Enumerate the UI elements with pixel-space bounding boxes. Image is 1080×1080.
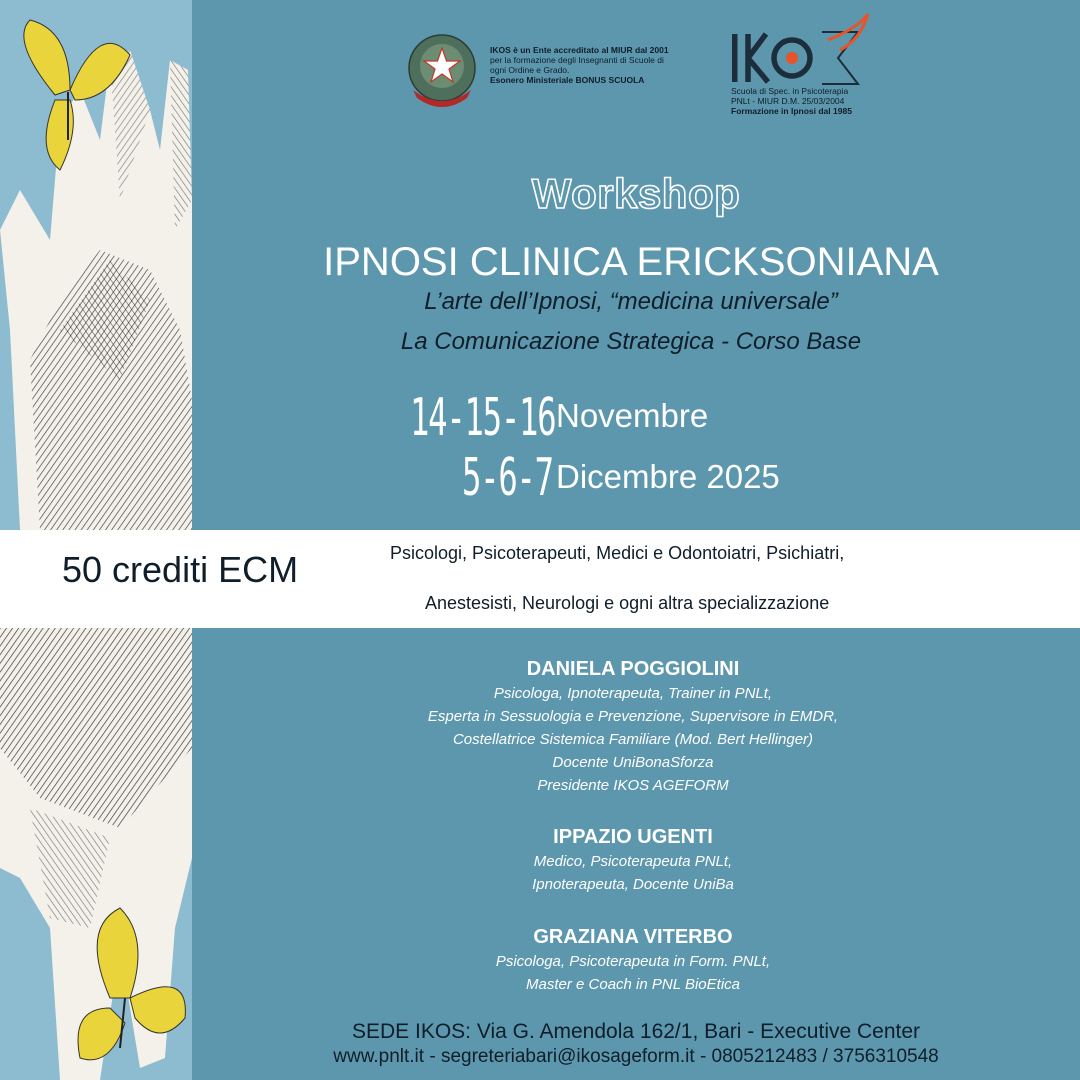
event-subtitle-course: La Comunicazione Strategica - Corso Base [400,328,862,355]
speaker-card [0,824,1080,896]
speaker-name: DANIELA POGGIOLINI [526,658,740,680]
event-subtitle: L’arte dell’Ipnosi, “medicina universale” [424,288,838,315]
italian-republic-emblem-icon [405,32,479,108]
venue-address: SEDE IKOS: Via G. Amendola 162/1, Bari - Executive Center [351,1020,921,1043]
speaker-role: Costellatrice Sistemica Familiare (Mod. Bert Hellinger) [452,731,814,748]
accreditation-note [490,45,700,85]
speaker-card [0,656,1080,797]
speaker-card [0,924,1080,996]
date-month-december: Dicembre 2025 [556,458,780,495]
audience-line: Psicologi, Psicoterapeuti, Medici e Odontoiatri, Psichiatri, [390,543,845,563]
accreditation-line: IKOS è un Ente accreditato al MIUR dal 2001 [490,45,669,55]
speaker-role: Ipnoterapeuta, Docente UniBa [532,876,734,893]
event-type-heading: Workshop [531,170,741,217]
accreditation-line: ogni Ordine e Grado. [490,65,570,75]
accreditation-line: per la formazione degli Insegnanti di Scuole di [490,55,664,65]
date-days-december: 5-6-7 [462,448,553,508]
speaker-role: Medico, Psicoterapeuta PNLt, [533,853,733,870]
school-info-line: Scuola di Spec. in Psicoterapia [731,86,849,96]
school-info-line: Formazione in Ipnosi dal 1985 [731,106,852,116]
date-days-november: 14-15-16 [410,388,556,448]
school-info-line: PNLt - MIUR D.M. 25/03/2004 [731,96,845,106]
contact-info: www.pnlt.it - segreteriabari@ikosageform.it - 0805212483 / 3756310548 [333,1046,939,1067]
date-month-november: Novembre [556,397,709,434]
event-title: IPNOSI CLINICA ERICKSONIANA [323,240,939,284]
speaker-role: Presidente IKOS AGEFORM [537,777,729,794]
speaker-role: Psicologa, Ipnoterapeuta, Trainer in PNLt, [493,685,773,702]
speaker-name: GRAZIANA VITERBO [533,926,733,948]
speaker-role: Master e Coach in PNL BioEtica [526,976,740,993]
speaker-role: Esperta in Sessuologia e Prevenzione, Supervisore in EMDR, [427,708,839,725]
speaker-role: Psicologa, Psicoterapeuta in Form. PNLt, [495,953,771,970]
speaker-role: Docente UniBonaSforza [552,754,714,771]
audience-line: Anestesisti, Neurologi e ogni altra specializzazione [425,593,830,613]
accreditation-line: Esonero Ministeriale BONUS SCUOLA [490,75,645,85]
ecm-credits-label: 50 crediti ECM [62,549,299,590]
speaker-name: IPPAZIO UGENTI [553,826,713,848]
ikos-school-info [731,86,911,116]
